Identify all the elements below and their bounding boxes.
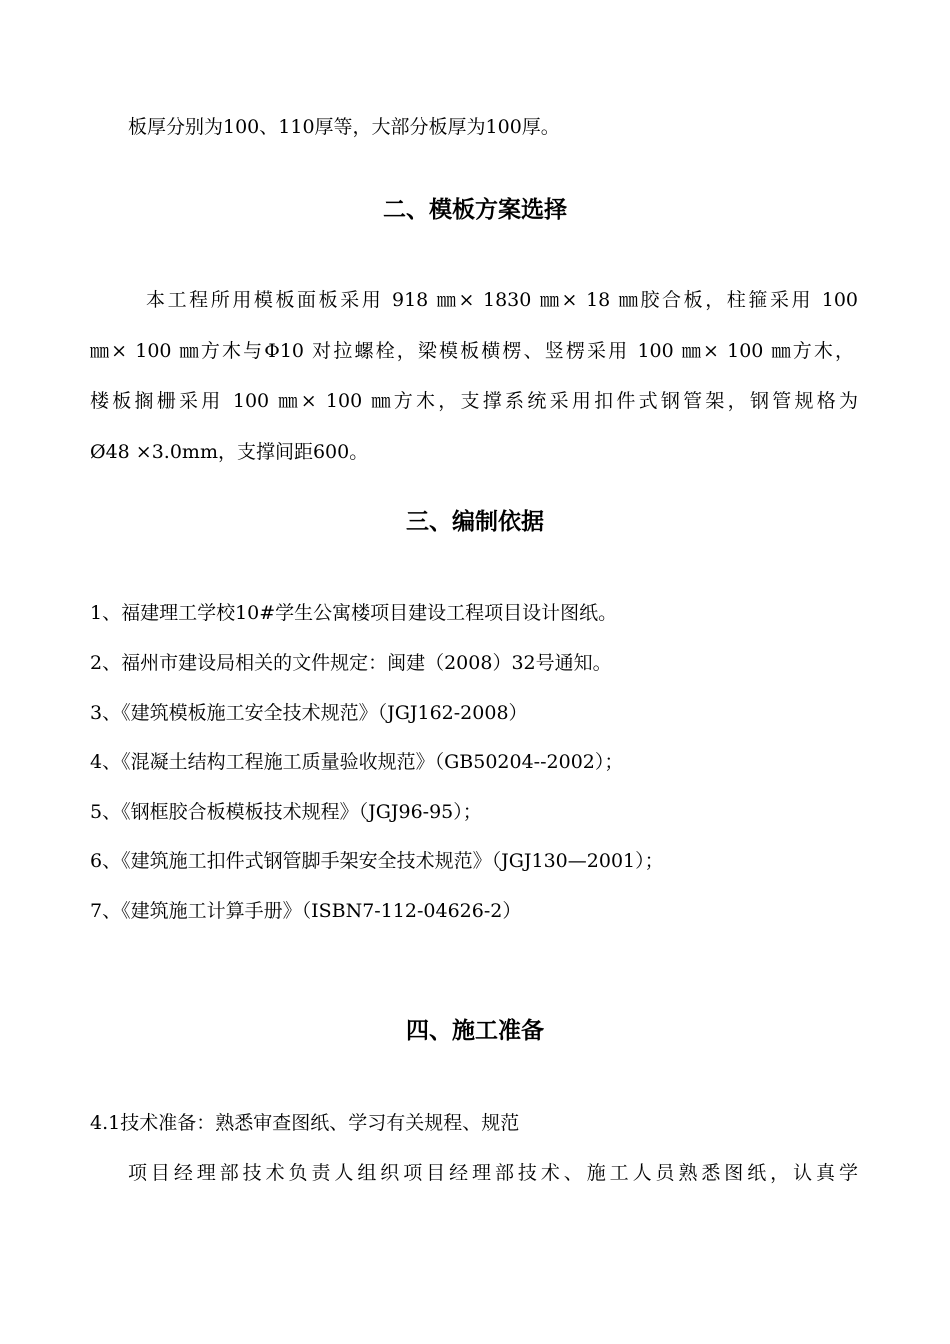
list-item: 6、《建筑施工扣件式钢管脚手架安全技术规范》（JGJ130—2001）； — [90, 850, 664, 872]
section-heading-4: 四、施工准备 — [406, 1018, 544, 1044]
list-item: 7、《建筑施工计算手册》（ISBN7-112-04626-2） — [90, 900, 522, 922]
paragraph-line: ㎜× 100 ㎜方木与Φ10 对拉螺栓，梁模板横楞、竖楞采用 100 ㎜× 100 ㎜方木， — [90, 340, 854, 362]
paragraph-line: 楼板搁栅采用 100 ㎜× 100 ㎜方木，支撑系统采用扣件式钢管架，钢管规格为 — [90, 390, 858, 412]
list-item: 5、《钢框胶合板模板技术规程》（JGJ96-95）； — [90, 801, 482, 823]
section-heading-3: 三、编制依据 — [406, 509, 544, 535]
paragraph-line: 本工程所用模板面板采用 918 ㎜× 1830 ㎜× 18 ㎜胶合板，柱箍采用 100 — [146, 289, 858, 311]
intro-line: 板厚分别为100、110厚等，大部分板厚为100厚。 — [128, 116, 560, 138]
list-item: 3、《建筑模板施工安全技术规范》（JGJ162-2008） — [90, 702, 528, 724]
paragraph-line: Ø48 ×3.0mm，支撑间距600。 — [90, 441, 369, 463]
list-item: 4、《混凝土结构工程施工质量验收规范》（GB50204--2002）； — [90, 751, 624, 773]
subheading: 4.1技术准备：熟悉审查图纸、学习有关规程、规范 — [90, 1112, 520, 1134]
list-item: 1、福建理工学校10#学生公寓楼项目建设工程项目设计图纸。 — [90, 602, 618, 624]
paragraph-line: 项目经理部技术负责人组织项目经理部技术、施工人员熟悉图纸，认真学 — [128, 1162, 858, 1184]
section-heading-2: 二、模板方案选择 — [383, 197, 567, 223]
list-item: 2、福州市建设局相关的文件规定：闽建（2008）32号通知。 — [90, 652, 612, 674]
